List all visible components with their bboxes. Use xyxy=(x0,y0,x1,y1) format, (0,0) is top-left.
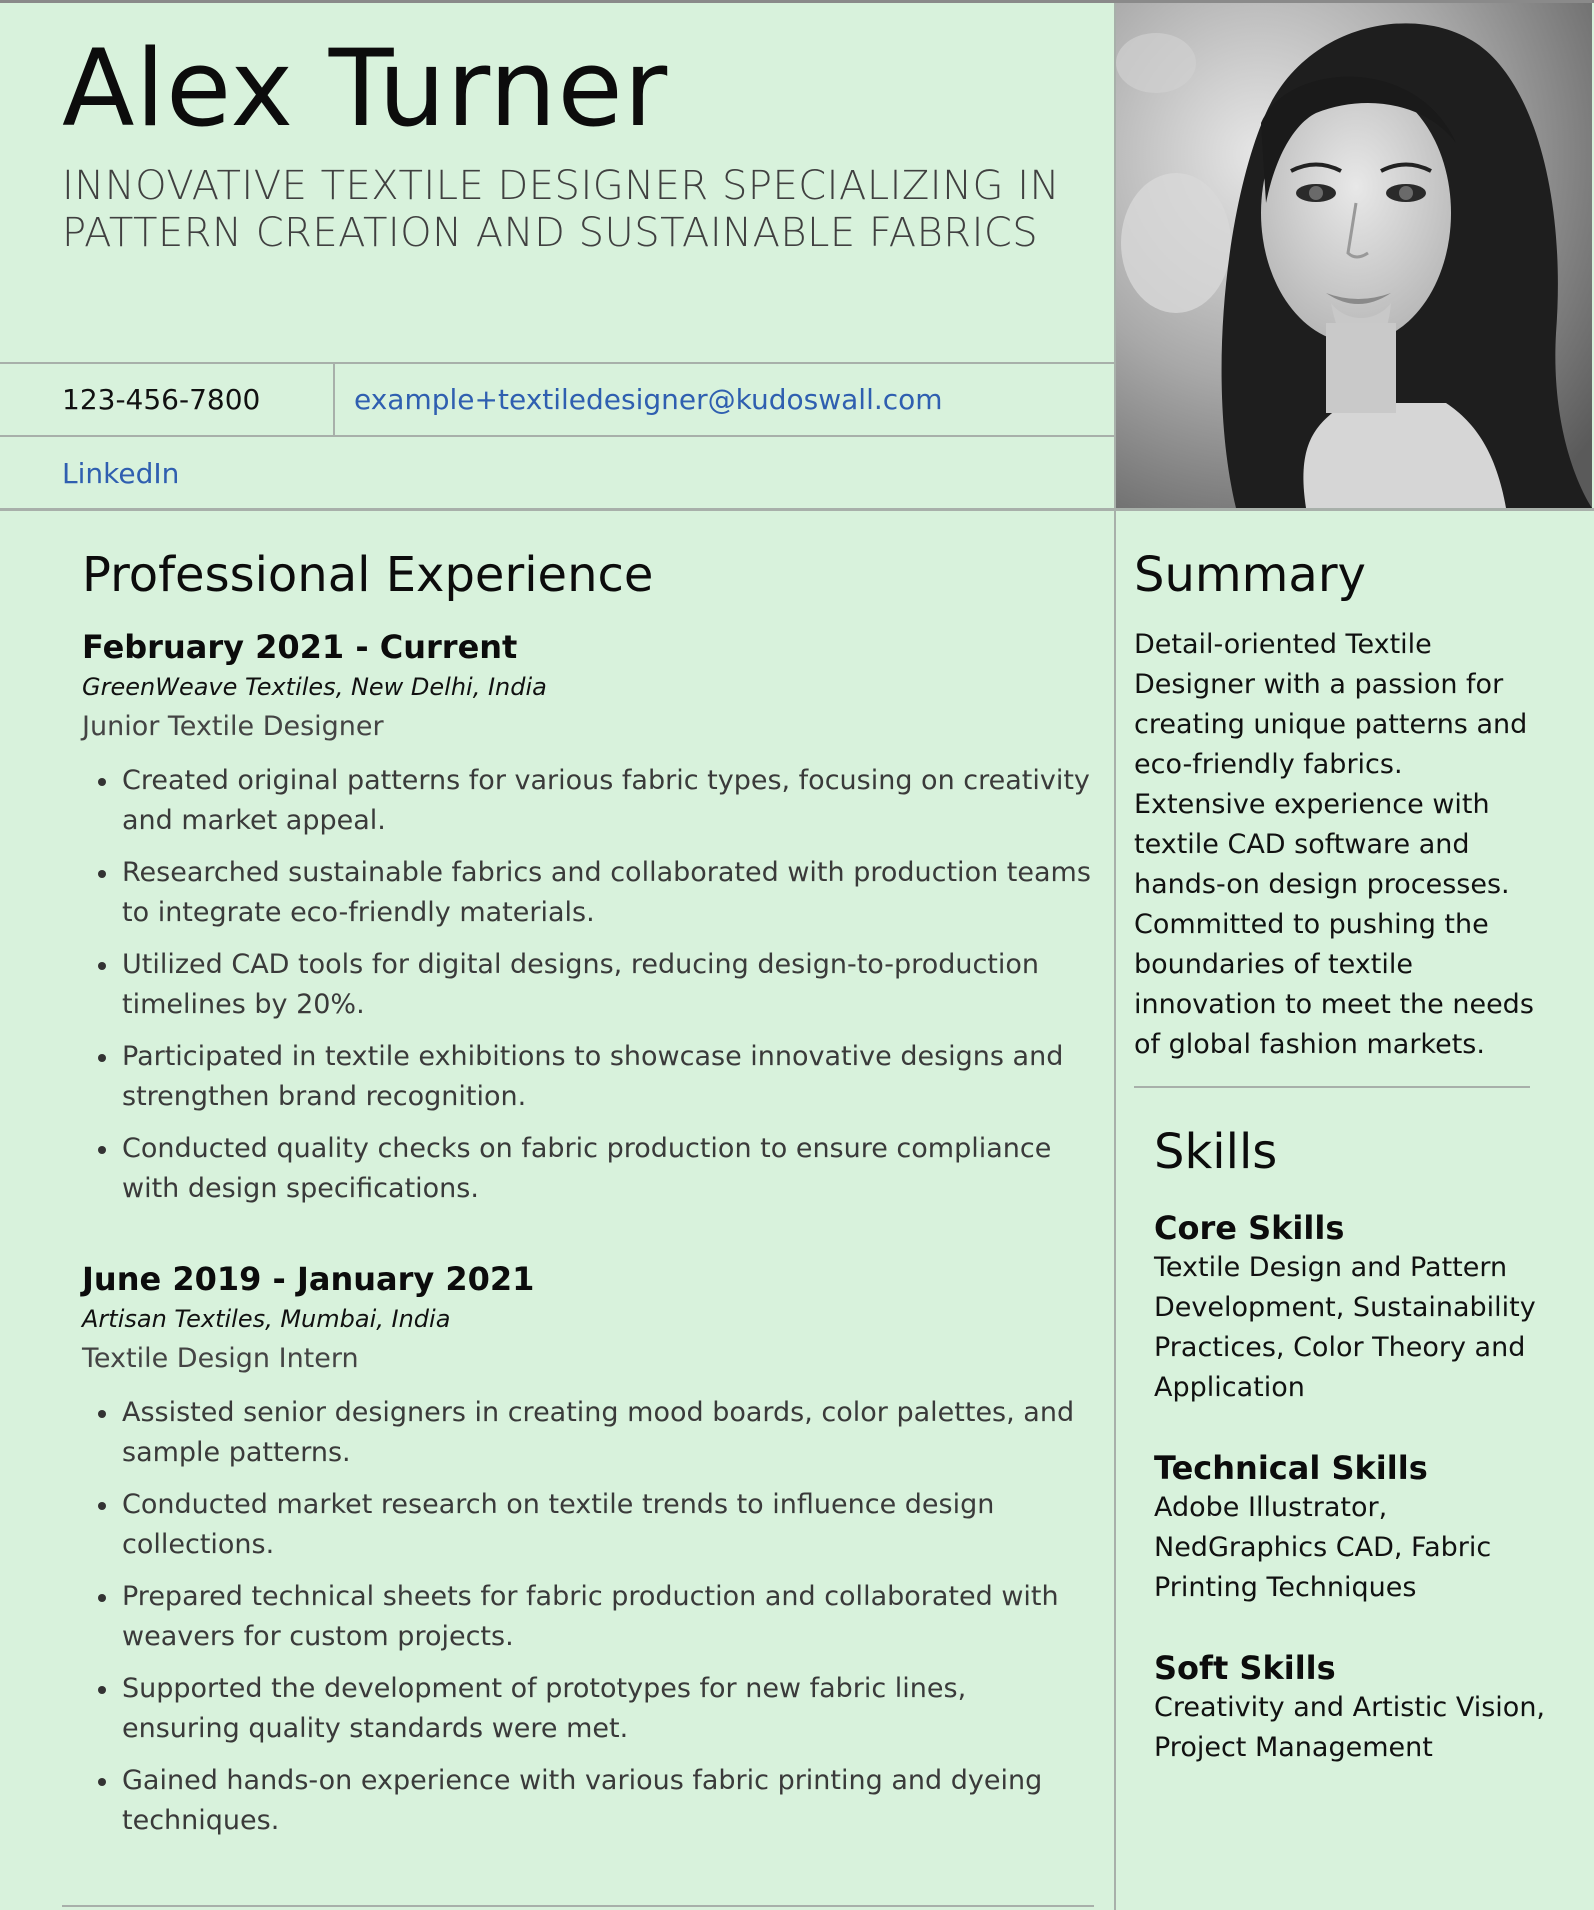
job-bullets xyxy=(82,761,1092,1209)
skill-group-name: Core Skills xyxy=(1154,1209,1345,1247)
bullet-item: Prepared technical sheets for fabric production and collaborated with weavers for custom projects. xyxy=(82,1577,1092,1657)
summary-heading: Summary xyxy=(1134,547,1366,603)
portrait-image xyxy=(1116,3,1592,508)
experience-heading: Professional Experience xyxy=(82,547,654,603)
bullet-item: Created original patterns for various fabric types, focusing on creativity and market appeal. xyxy=(82,761,1092,841)
job-company: Artisan Textiles, Mumbai, India xyxy=(82,1305,451,1333)
job-entry xyxy=(82,627,1092,1209)
job-company: GreenWeave Textiles, New Delhi, India xyxy=(82,673,547,701)
bullet-item: Conducted market research on textile trends to influence design collections. xyxy=(82,1485,1092,1565)
bullet-item: Supported the development of prototypes for new fabric lines, ensuring quality standards were met. xyxy=(82,1669,1092,1749)
candidate-name: Alex Turner xyxy=(62,27,669,150)
email-link[interactable]: example+textiledesigner@kudoswall.com xyxy=(354,383,943,416)
bullet-item: Researched sustainable fabrics and collaborated with production teams to integrate eco-friendly materials. xyxy=(82,853,1092,933)
summary-divider xyxy=(1134,1086,1530,1088)
job-bullets xyxy=(82,1393,1092,1841)
skills-heading: Skills xyxy=(1154,1124,1278,1180)
bullet-item: Assisted senior designers in creating mood boards, color palettes, and sample patterns. xyxy=(82,1393,1092,1473)
experience-section xyxy=(82,545,1092,1853)
bullet-item: Utilized CAD tools for digital designs, reducing design-to-production timelines by 20%. xyxy=(82,945,1092,1025)
bullet-item: Gained hands-on experience with various fabric printing and dyeing techniques. xyxy=(82,1761,1092,1841)
job-dates: February 2021 - Current xyxy=(82,628,518,666)
skill-group-text: Creativity and Artistic Vision, Project Management xyxy=(1154,1692,1546,1763)
skill-group xyxy=(1154,1648,1554,1768)
skill-group xyxy=(1154,1448,1554,1608)
column-divider xyxy=(1114,3,1116,1910)
summary-text: Detail-oriented Textile Designer with a passion for creating unique patterns and eco-friendly fabrics. Extensive experience with textile CAD software and hands-on design processes. Committed to pushing the boundaries of textile innovation to meet the needs of global fashion markets. xyxy=(1134,629,1534,1060)
skill-group xyxy=(1154,1208,1554,1408)
skill-group-name: Soft Skills xyxy=(1154,1649,1336,1687)
headline: INNOVATIVE TEXTILE DESIGNER SPECIALIZING IN PATTERN CREATION AND SUSTAINABLE FABRICS xyxy=(62,163,1060,256)
bullet-item: Conducted quality checks on fabric production to ensure compliance with design specifications. xyxy=(82,1129,1092,1209)
linkedin-link[interactable]: LinkedIn xyxy=(62,457,180,490)
contact-row xyxy=(0,362,1114,437)
header-divider xyxy=(0,508,1594,511)
footer-divider xyxy=(62,1905,1094,1907)
contact-row-2 xyxy=(0,437,1114,512)
contact-divider xyxy=(333,364,335,437)
job-entry xyxy=(82,1259,1092,1841)
skill-group-name: Technical Skills xyxy=(1154,1449,1428,1487)
resume-header xyxy=(0,3,1114,510)
skills-section xyxy=(1154,1122,1554,1768)
bullet-item: Participated in textile exhibitions to showcase innovative designs and strengthen brand recognition. xyxy=(82,1037,1092,1117)
summary-section xyxy=(1134,545,1534,1065)
profile-photo xyxy=(1116,3,1592,508)
job-title: Junior Textile Designer xyxy=(82,711,384,742)
job-title: Textile Design Intern xyxy=(82,1343,359,1374)
job-dates: June 2019 - January 2021 xyxy=(82,1260,535,1298)
skill-group-text: Adobe Illustrator, NedGraphics CAD, Fabric Printing Techniques xyxy=(1154,1492,1492,1603)
skill-group-text: Textile Design and Pattern Development, Sustainability Practices, Color Theory and Application xyxy=(1154,1252,1536,1403)
phone-number: 123-456-7800 xyxy=(62,383,261,416)
